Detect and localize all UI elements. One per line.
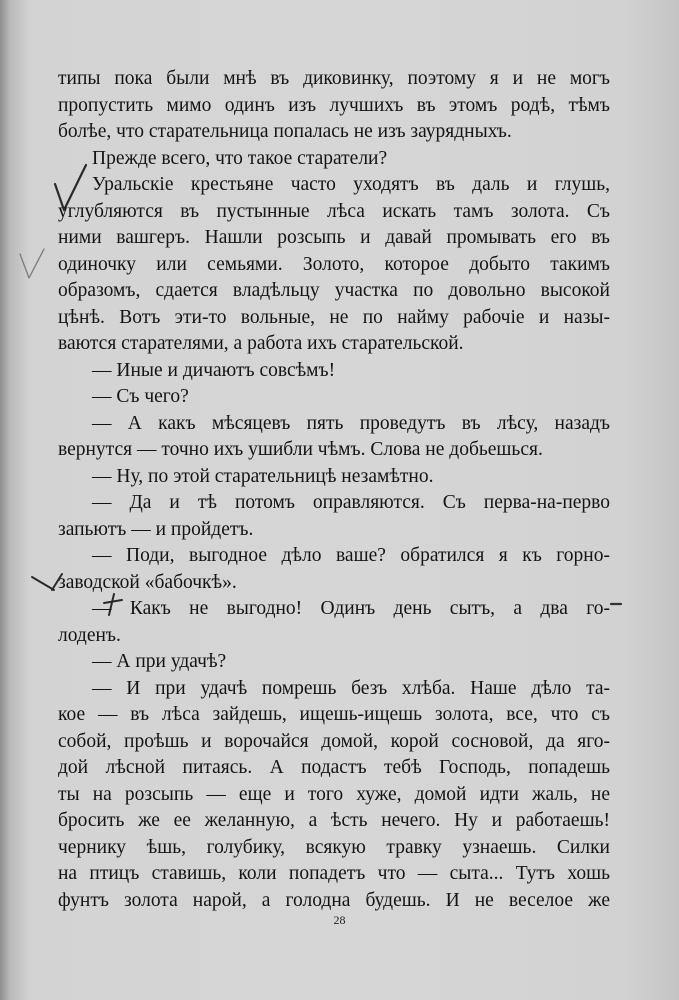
- text-line: запьютъ — и пройдетъ.: [58, 518, 254, 540]
- text-line: образомъ, сдается владѣльцу участка по довольно высокой: [58, 280, 610, 301]
- text-line: лоденъ.: [58, 624, 121, 646]
- text-line: болѣе, что старательница попалась не изъ заурядныхъ.: [58, 121, 512, 142]
- text-line: — Съ чего?: [92, 386, 189, 407]
- text-line: — А какъ мѣсяцевъ пять проведутъ въ лѣсу, назадъ: [92, 412, 610, 434]
- text-line: ты на розсыпь — еще и того хуже, домой идти жаль, не: [58, 783, 610, 805]
- text-line: — Да и тѣ потомъ оправляются. Съ перва-на-перво: [92, 492, 610, 513]
- text-line: заводской «бабочкѣ».: [58, 571, 237, 593]
- text-line: — Иные и дичаютъ совсѣмъ!: [92, 359, 336, 381]
- body-text: [58, 66, 610, 914]
- text-line: чернику ѣшь, голубику, всякую травку узнаешь. Силки: [58, 836, 610, 858]
- faint-margin-check-mark: [18, 246, 48, 282]
- text-line: углубляются въ пустынные лѣса искать тамъ золота. Съ: [58, 200, 610, 222]
- text-line: дой лѣсной питаясь. А подастъ тебѣ Господь, попадешь: [58, 757, 610, 778]
- text-line: пропустить мимо одинъ изъ лучшихъ въ этомъ родѣ, тѣмъ: [58, 94, 610, 116]
- text-line: вернутся — точно ихъ ушибли чѣмъ. Слова не добьешься.: [58, 439, 543, 460]
- text-line: ними вашгеръ. Нашли розсыпь и давай промывать его въ: [58, 227, 610, 248]
- text-line: типы пока были мнѣ въ диковинку, поэтому я и не могъ: [58, 68, 610, 89]
- margin-dash-mark: [609, 600, 623, 608]
- text-line: кое — въ лѣса зайдешь, ищешь-ищешь золота, все, что съ: [58, 704, 610, 725]
- text-line: — Какъ не выгодно! Одинъ день сытъ, а два го-: [92, 598, 610, 619]
- text-line: одиночку или семьями. Золото, которое добыто такимъ: [58, 253, 610, 275]
- text-line: цѣнѣ. Вотъ эти-то вольные, не по найму рабочіе и назы-: [58, 306, 610, 328]
- text-line: ваются старателями, а работа ихъ старательской.: [58, 333, 464, 354]
- text-line: Уральскіе крестьяне часто уходятъ въ даль и глушь,: [92, 174, 610, 195]
- text-line: Прежде всего, что такое старатели?: [92, 147, 388, 169]
- text-line: собой, проѣшь и ворочайся домой, корой сосновой, да яго-: [58, 730, 610, 752]
- text-line: — Поди, выгодное дѣло ваше? обратился я къ горно-: [92, 545, 610, 566]
- text-line: — И при удачѣ помрешь безъ хлѣба. Наше дѣло та-: [92, 677, 610, 699]
- text-line: фунтъ золота нарой, а голодна будешь. И не веселое же: [58, 889, 610, 911]
- page-number: 28: [333, 913, 346, 927]
- text-line: на птицъ ставишь, коли попадетъ что — сыта... Тутъ хошь: [58, 863, 610, 884]
- text-line: бросить же ее желанную, а ѣсть нечего. Ну и работаешь!: [58, 810, 610, 831]
- text-line: — Ну, по этой старательницѣ незамѣтно.: [92, 465, 434, 487]
- text-line: — А при удачѣ?: [92, 651, 227, 672]
